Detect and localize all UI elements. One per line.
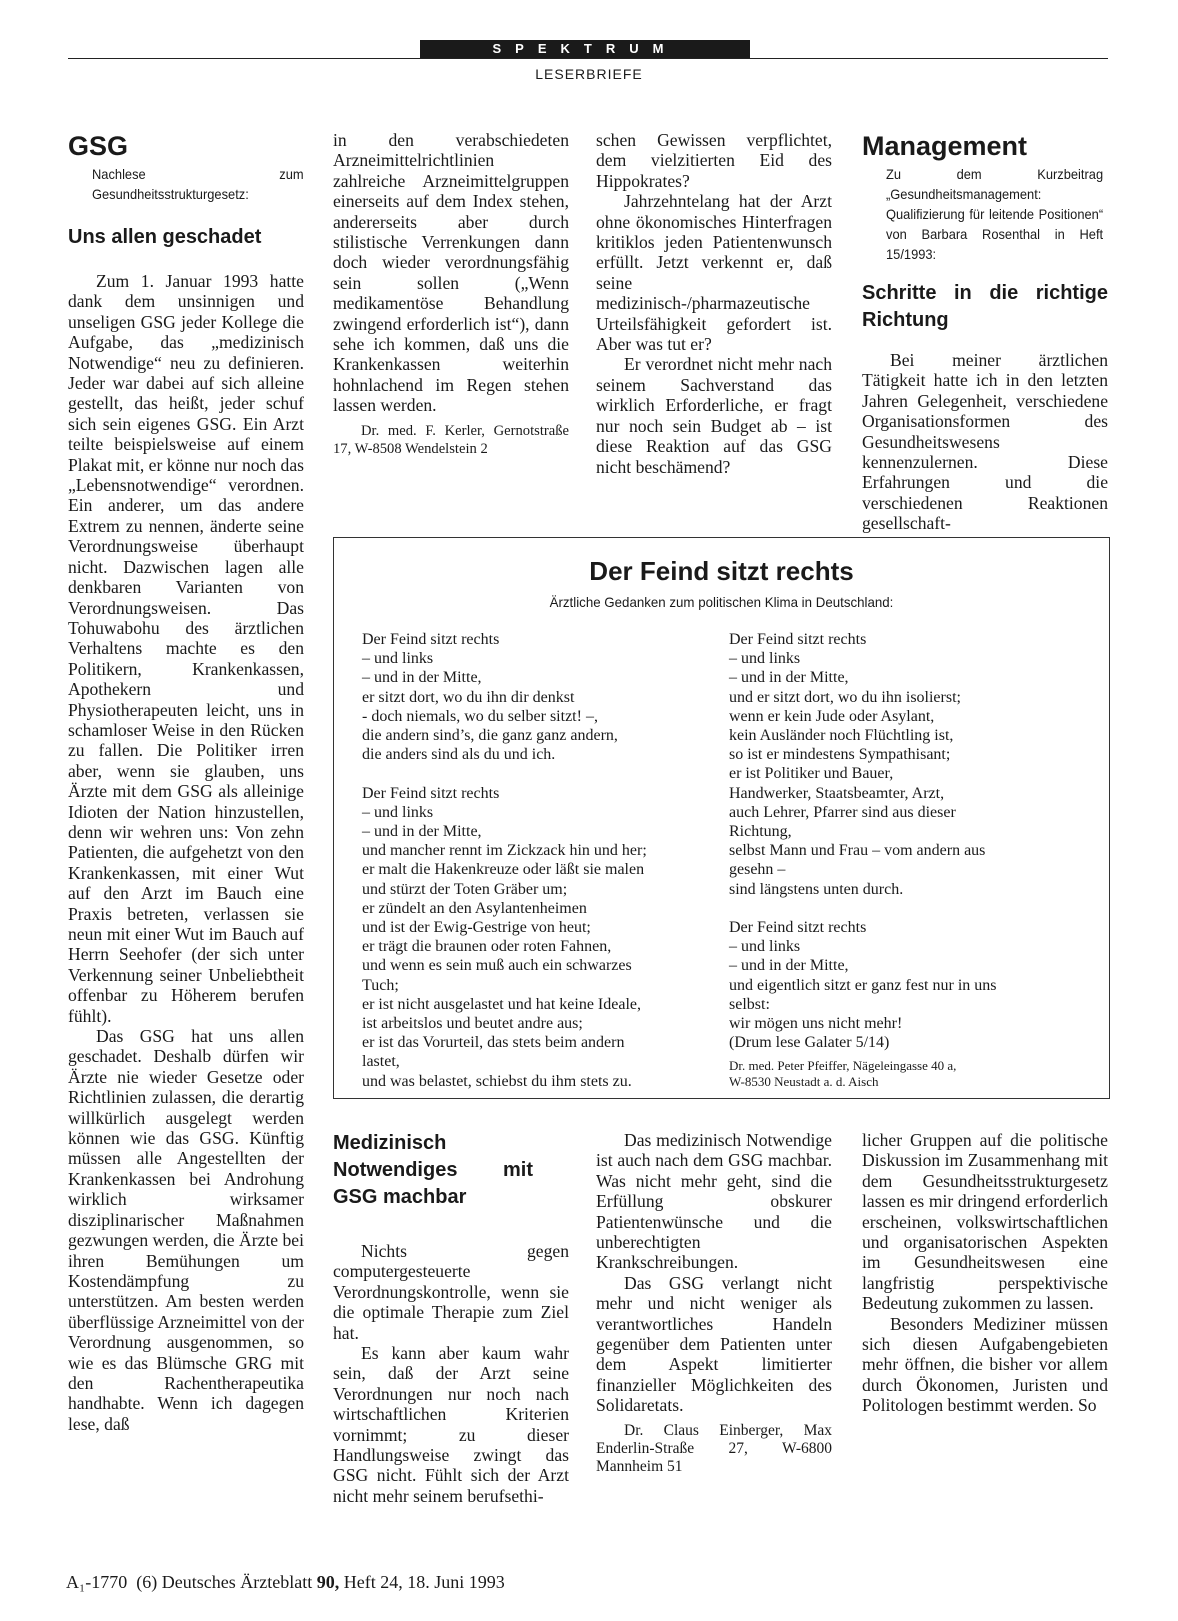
- article-medizinisch-continued: [596, 130, 832, 477]
- paragraph: Nichts gegen computergesteuerte Verordnungskontrolle, wenn sie die optimale Therapie zum Ziel hat.: [333, 1241, 569, 1343]
- poem-line: auch Lehrer, Pfarrer sind aus dieser: [729, 803, 956, 821]
- poem-line: und was belastet, schiebst du ihm stets zu.: [362, 1072, 632, 1090]
- poem-line: – und links: [362, 803, 434, 821]
- paragraph: Jahrzehntelang hat der Arzt ohne ökonomisches Hinterfragen kritiklos jeden Patientenwunsch erfüllt. Jetzt verkennt er, daß seine medizinisch-/pharmazeutische Urteilsfähigkeit gefordert ist. Aber was tut er?: [596, 191, 832, 355]
- poem-signature-line: W-8530 Neustadt a. d. Aisch: [729, 1074, 879, 1090]
- paragraph: in den verabschiedeten Arzneimittelrichtlinien zahlreiche Arzneimittelgruppen einerseits auf dem Index stehen, andererseits aber durch stilistische Verrenkungen dann doch wieder verordnungsfähig sein sollen („Wenn medikamentöse Behandlung zwingend erforderlich ist“), dann sehe ich kommen, daß uns die Krankenkassen weiterhin hohnlachend im Regen stehen lassen werden.: [333, 130, 569, 416]
- poem-right-column: [729, 630, 1089, 1090]
- article-kicker: Zu dem Kurzbeitrag „Gesundheitsmanagement: Qualifizierung für leitende Positionen“ von Barbara Rosenthal in Heft 15/1993:: [886, 166, 1104, 262]
- paragraph: licher Gruppen auf die politische Diskussion im Zusammenhang mit dem Gesundheitsstrukturgesetz lassen es mir dringend erforderlich erscheinen, volkswirtschaftlichen und organisatorischen Aspekten im Gesundheitswesen eine langfristig perspektivische Bedeutung zukommen zu lassen.: [862, 1130, 1108, 1314]
- article-title: Medizinisch Notwendiges mit GSG machbar: [333, 1132, 533, 1208]
- paragraph: Er verordnet nicht mehr nach seinem Sachverstand das wirklich Erforderliche, er fragt nur noch sein Budget ab – ist diese Reaktion auf das GSG nicht beschämend?: [596, 354, 832, 477]
- paragraph: Das GSG hat uns allen geschadet. Deshalb dürfen wir Ärzte nie wieder Gesetze oder Richtlinien zulassen, die derartig willkürlich ausgelegt werden können wie das GSG. Künftig müssen alle Angestellten der Krankenkassen bei Androhung wirklich wirksamer disziplinarischer Maßnahmen gezwungen werden, die Ärzte bei ihren Bemühungen um Kostendämpfung zu unterstützen. Am besten werden überflüssige Arzneimittel von der Verordnung ausgenommen, so wie es das Blümsche GRG mit den Rachentherapeutika handhabte. Wenn ich dagegen lese, daß: [68, 1026, 304, 1434]
- article-kicker: Nachlese zum Gesundheitsstrukturgesetz:: [92, 166, 304, 202]
- poem-line: selbst:: [729, 995, 770, 1013]
- poem-line: Der Feind sitzt rechts: [729, 919, 867, 937]
- poem-line: – und in der Mitte,: [362, 823, 482, 841]
- signature: Dr. Claus Einberger, Max Enderlin-Straße 27, W-6800 Mannheim 51: [596, 1421, 832, 1475]
- article-management-continued: [862, 1130, 1108, 1416]
- article-gsg-continued: [333, 130, 569, 458]
- poem-line: er ist das Vorurteil, das stets beim andern: [362, 1034, 625, 1052]
- page-footer: [66, 1572, 505, 1593]
- issue-date: Heft 24, 18. Juni 1993: [343, 1572, 505, 1592]
- article-gsg: [68, 130, 304, 1434]
- article-medizinisch-end: [596, 1130, 832, 1476]
- poem-line: und mancher rennt im Zickzack hin und her;: [362, 842, 647, 860]
- poem-line: – und in der Mitte,: [729, 957, 849, 975]
- section-bar: SPEKTRUM: [420, 40, 750, 58]
- poem-line: er zündelt an den Asylantenheimen: [362, 899, 587, 917]
- poem-line: gesehn –: [729, 861, 786, 879]
- poem-signature-line: Dr. med. Peter Pfeiffer, Nägeleingasse 40 a,: [729, 1058, 957, 1074]
- poem-line: – und in der Mitte,: [729, 669, 849, 687]
- poem-line: er trägt die braunen oder roten Fahnen,: [362, 938, 612, 956]
- poem-line: er ist Politiker und Bauer,: [729, 765, 894, 783]
- header-rule: [68, 58, 1108, 59]
- article-title: Uns allen geschadet: [68, 226, 262, 248]
- poem-line: wenn er kein Jude oder Asylant,: [729, 707, 935, 725]
- poem-line: – und in der Mitte,: [362, 669, 482, 687]
- poem-line: kein Ausländer noch Flüchtling ist,: [729, 727, 954, 745]
- journal-name: (6) Deutsches Ärzteblatt: [136, 1572, 313, 1592]
- poem-line: so ist er mindestens Sympathisant;: [729, 746, 951, 764]
- poem-signature: [729, 1058, 1089, 1090]
- poem-line: wir mögen uns nicht mehr!: [729, 1015, 903, 1033]
- poem-line: und eigentlich sitzt er ganz fest nur in uns: [729, 976, 997, 994]
- paragraph: Zum 1. Januar 1993 hatte dank dem unsinnigen und unseligen GSG jeder Kollege die Aufgabe, das „medizinisch Notwendige“ neu zu definieren. Jeder war dabei auf sich alleine gestellt, das heißt, jeder schuf sich sein eigenes GSG. Ein Arzt teilte beispielsweise auf einem Plakat mit, er könne nur noch das „Lebensnotwendige“ verordnen. Ein anderer, um das andere Extrem zu nennen, änderte seine Verordnungsweise überhaupt nicht. Dazwischen lagen alle denkbaren Varianten von Verordnungsweisen. Das Tohuwabohu des ärztlichen Verhaltens machte es den Politikern, Krankenkassen, Apothekern und Physiotherapeuten leicht, uns in schamloser Weise in den Rücken zu fallen. Die Politiker irren aber, wenn sie glauben, uns Ärzte mit dem GSG als alleinige Idioten der Nation hinzustellen, denn wir wehren uns: Von zehn Patienten, die aufgehetzt von den Krankenkassen, mit einer Wut auf den Arzt im Bauch eine Praxis betreten, verlassen sie neun mit einer Wut im Bauch auf Herrn Seehofer (der sich unter Verkennung seiner Unbeliebtheit offenbar zu Höherem berufen fühlt).: [68, 271, 304, 1026]
- article-management: [862, 130, 1108, 534]
- paragraph: Es kann aber kaum wahr sein, daß der Arzt seine Verordnungen nur noch nach wirtschaftlichen Kriterien vornimmt; zu dieser Handlungsweise zwingt das GSG nicht. Fühlt sich der Arzt nicht mehr seinem berufsethi-: [333, 1343, 569, 1506]
- poem-subtitle: Ärztliche Gedanken zum politischen Klima in Deutschland:: [549, 594, 894, 610]
- poem-line: Der Feind sitzt rechts: [362, 631, 500, 648]
- poem-left-column: [362, 630, 712, 1091]
- paragraph: Das medizinisch Notwendige ist auch nach dem GSG machbar. Was nicht mehr geht, sind die Erfüllung obskurer Patientenwünsche und die unberechtigten Krankschreibungen.: [596, 1130, 832, 1273]
- section-subtitle: LESERBRIEFE: [535, 66, 643, 82]
- poem-box: [333, 537, 1110, 1099]
- poem-line: sind längstens unten durch.: [729, 880, 904, 898]
- poem-line: – und links: [729, 650, 801, 668]
- stanza-gap: [729, 899, 1089, 918]
- poem-line: er sitzt dort, wo du ihn dir denkst: [362, 688, 575, 706]
- poem-line: (Drum lese Galater 5/14): [729, 1034, 890, 1052]
- volume: 90,: [316, 1572, 340, 1592]
- article-heading: GSG: [68, 131, 129, 161]
- poem-line: lastet,: [362, 1053, 400, 1071]
- poem-line: Tuch;: [362, 976, 399, 994]
- paragraph: schen Gewissen verpflichtet, dem vielzitierten Eid des Hippokrates?: [596, 130, 832, 191]
- stanza-gap: [362, 764, 712, 783]
- poem-line: und ist der Ewig-Gestrige von heut;: [362, 919, 591, 937]
- paragraph: Bei meiner ärztlichen Tätigkeit hatte ich in den letzten Jahren Gelegenheit, verschiedene Organisationsformen des Gesundheitswesens kennenzulernen. Diese Erfahrungen und die verschiedenen Reaktionen gesellschaft-: [862, 350, 1108, 534]
- signature: Dr. med. F. Kerler, Gernotstraße 17, W-8508 Wendelstein 2: [333, 422, 569, 457]
- article-heading: Management: [862, 131, 1028, 161]
- poem-line: ist arbeitslos und beutet andre aus;: [362, 1015, 583, 1033]
- poem-line: die anders sind als du und ich.: [362, 746, 556, 764]
- poem-line: und wenn es sein muß auch ein schwarzes: [362, 957, 632, 975]
- article-title: Schritte in die richtige Richtung: [862, 282, 1108, 331]
- poem-line: Handwerker, Staatsbeamter, Arzt,: [729, 784, 945, 802]
- poem-line: selbst Mann und Frau – vom andern aus: [729, 842, 986, 860]
- poem-line: und stürzt der Toten Gräber um;: [362, 880, 568, 898]
- paragraph: Besonders Mediziner müssen sich diesen Aufgabengebieten mehr öffnen, die bisher vor allem durch Ökonomen, Juristen und Politologen bestimmt werden. So: [862, 1313, 1108, 1416]
- article-medizinisch: [333, 1130, 569, 1506]
- poem-line: Richtung,: [729, 823, 792, 841]
- poem-line: er malt die Hakenkreuze oder läßt sie malen: [362, 861, 645, 879]
- poem-line: – und links: [729, 938, 801, 956]
- poem-title: Der Feind sitzt rechts: [589, 556, 854, 586]
- poem-line: und er sitzt dort, wo du ihn isolierst;: [729, 688, 961, 706]
- paragraph: Das GSG verlangt nicht mehr und nicht weniger als verantwortliches Handeln gegenüber dem Patienten unter dem Aspekt limitierter finanzieller Möglichkeiten des Solidaretats.: [596, 1272, 832, 1416]
- poem-line: Der Feind sitzt rechts: [362, 784, 500, 802]
- poem-line: Der Feind sitzt rechts: [729, 631, 867, 648]
- poem-line: die andern sind’s, die ganz ganz andern,: [362, 727, 618, 745]
- poem-line: er ist nicht ausgelastet und hat keine Ideale,: [362, 995, 642, 1013]
- poem-line: - doch niemals, wo du selber sitzt! –,: [362, 707, 598, 725]
- page-number: A₁-1770: [66, 1572, 128, 1592]
- poem-line: – und links: [362, 650, 434, 668]
